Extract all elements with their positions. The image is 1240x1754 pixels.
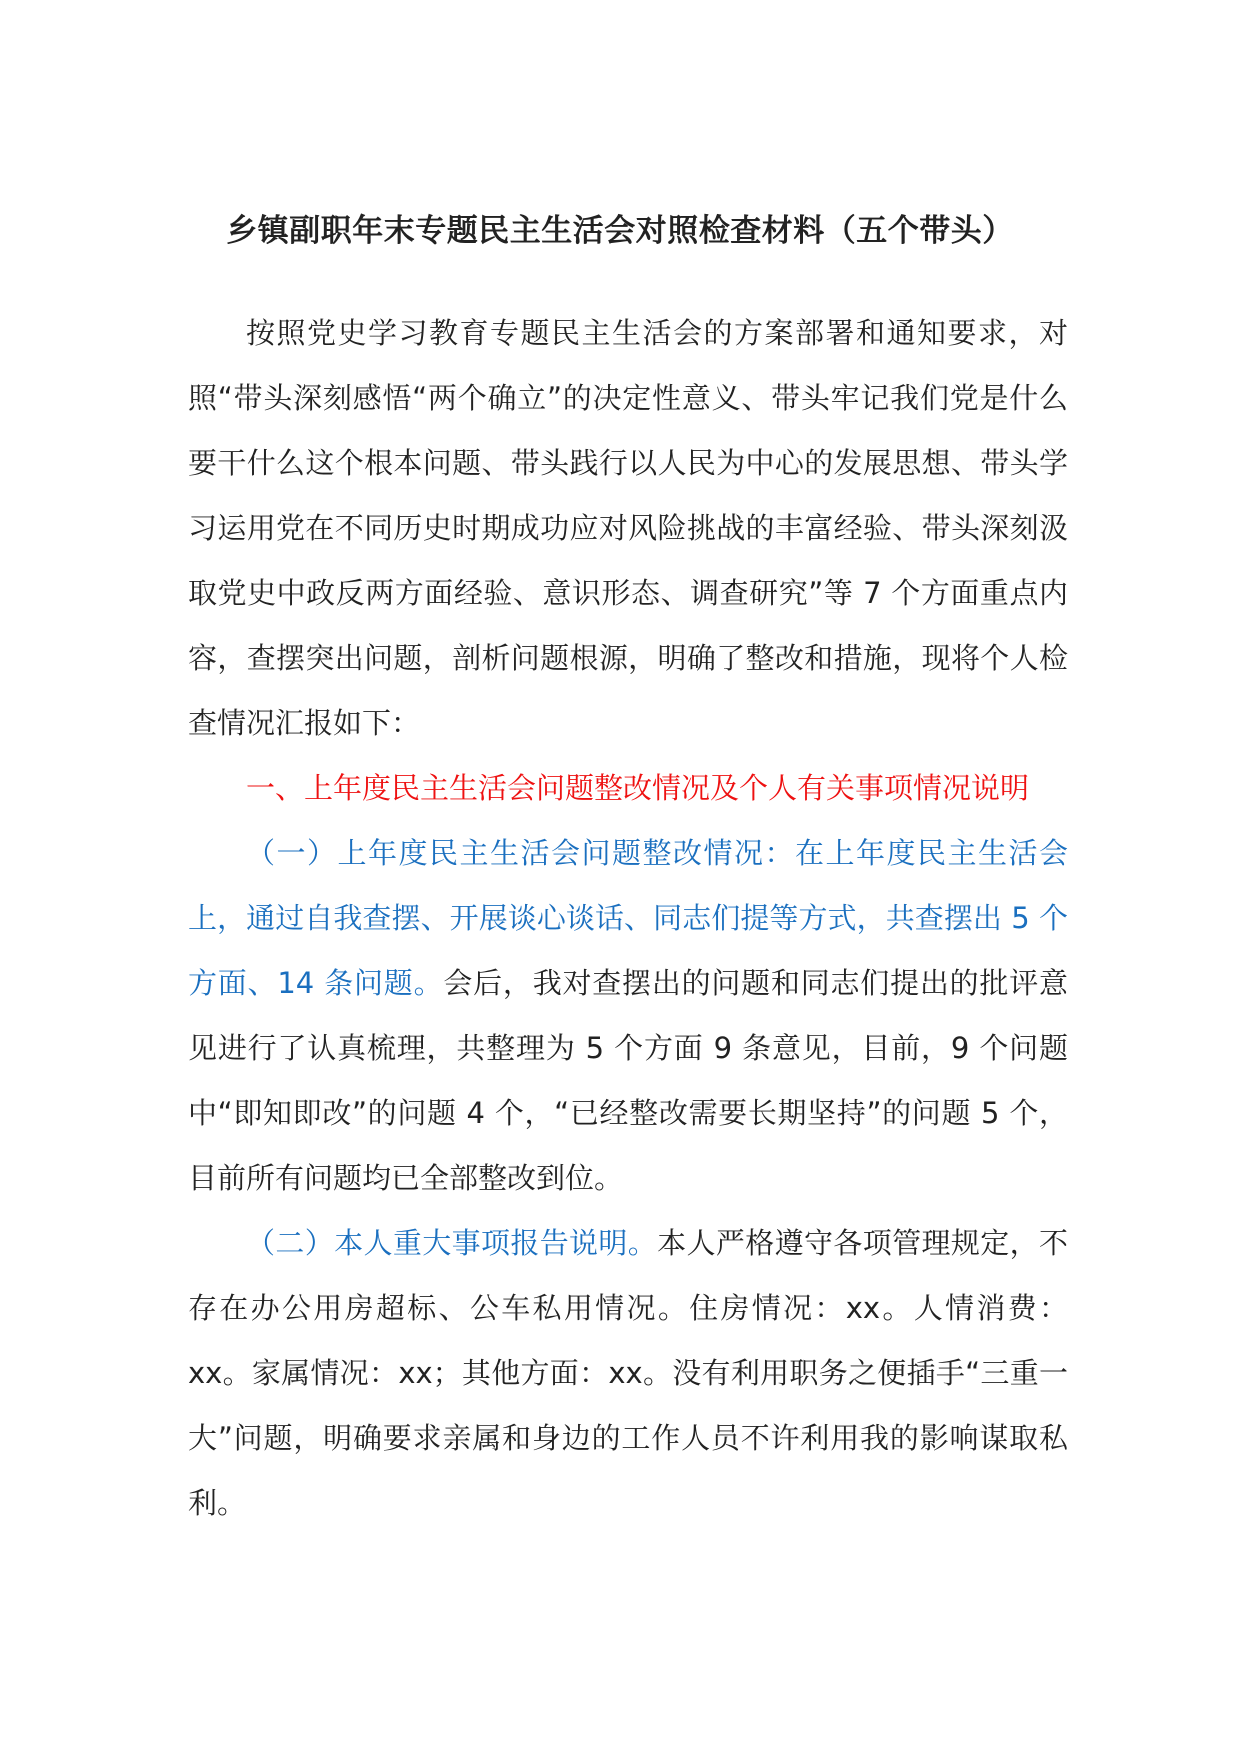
subsection-one-paragraph [188, 821, 1068, 1211]
subsection-two-heading: （二）本人重大事项报告说明。 [246, 1226, 658, 1260]
intro-paragraph: 按照党史学习教育专题民主生活会的方案部署和通知要求，对照“带头深刻感悟“两个确立”的决定性意义、带头牢记我们党是什么要干什么这个根本问题、带头践行以人民为中心的发展思想、带头学习运用党在不同历史时期成功应对风险挑战的丰富经验、带头深刻汲取党史中政反两方面经验、意识形态、调查研究”等 7 个方面重点内容，查摆突出问题，剖析问题根源，明确了整改和措施，现将个人检查情况汇报如下： [188, 316, 1068, 740]
section-heading [188, 756, 1068, 821]
subsection-one-heading: （一）上年度民主生活会问题整改情况：在上年度民主生活会上，通过自我查摆、开展谈心谈话、同志们提等方式，共查摆出 5 个方面、14 条问题。 [188, 836, 1068, 1000]
subsection-two-body: 本人严格遵守各项管理规定，不存在办公用房超标、公车私用情况。住房情况：xx。人情消费：xx。家属情况：xx；其他方面：xx。没有利用职务之便插手“三重一大”问题，明确要求亲属和身边的工作人员不许利用我的影响谋取私利。 [188, 1226, 1068, 1520]
subsection-two-paragraph [188, 1211, 1068, 1536]
document-body [188, 301, 1068, 1536]
subsection-one-body: 会后，我对查摆出的问题和同志们提出的批评意见进行了认真梳理，共整理为 5 个方面 9 条意见，目前，9 个问题中“即知即改”的问题 4 个，“已经整改需要长期坚持”的问题 5 个，目前所有问题均已全部整改到位。 [188, 966, 1068, 1195]
section-heading-text: 一、上年度民主生活会问题整改情况及个人有关事项情况说明 [246, 771, 1030, 805]
document-title: 乡镇副职年末专题民主生活会对照检查材料（五个带头） [226, 213, 1014, 249]
